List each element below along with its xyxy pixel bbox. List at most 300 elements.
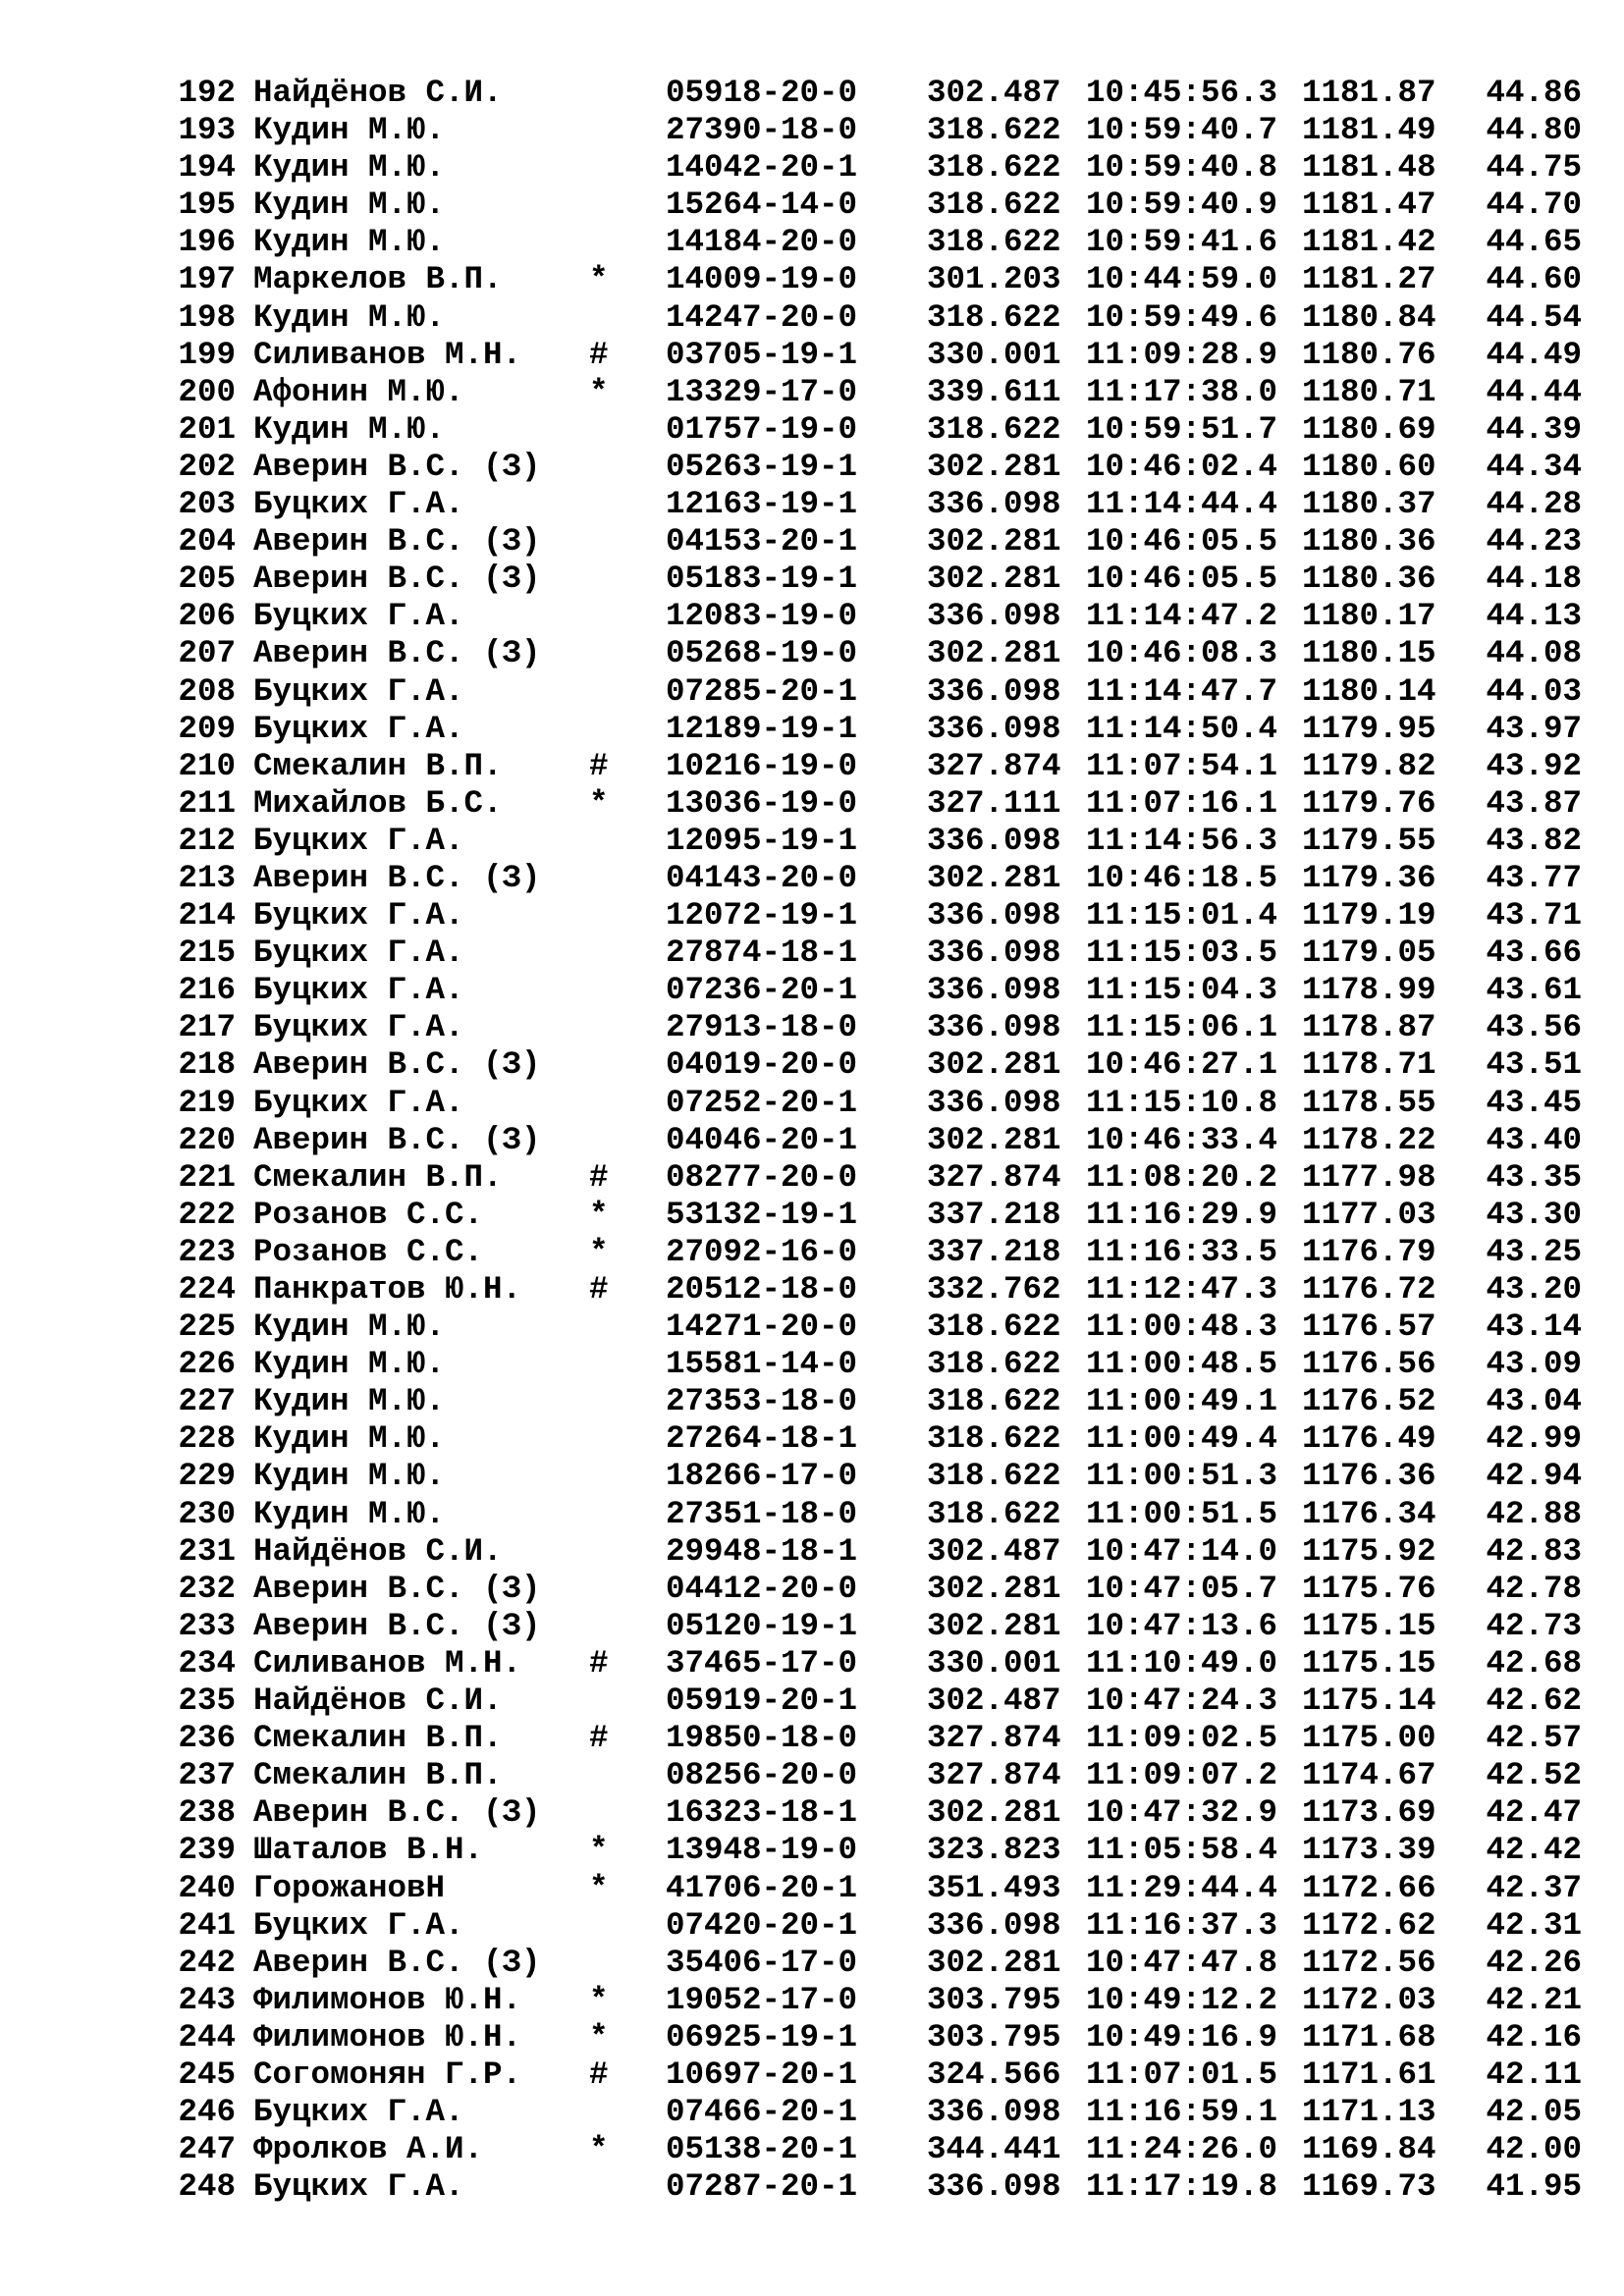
distance-cell: 318.622 — [927, 1383, 1061, 1420]
speed-cell: 1173.39 — [1302, 1832, 1436, 1869]
fancier-name-cell: Буцких Г.А. — [253, 934, 464, 972]
results-table — [173, 75, 1587, 2206]
arrival-time-cell: 11:16:29.9 — [1086, 1196, 1278, 1233]
table-row — [173, 486, 1587, 523]
arrival-time-cell: 11:12:47.3 — [1086, 1271, 1278, 1308]
distance-cell: 324.566 — [927, 2056, 1061, 2093]
speed-cell: 1179.95 — [1302, 710, 1436, 747]
speed-cell: 1176.57 — [1302, 1308, 1436, 1346]
distance-cell: 336.098 — [927, 972, 1061, 1009]
place-cell: 209 — [178, 710, 236, 747]
fancier-name-cell: Буцких Г.А. — [253, 897, 464, 934]
fancier-name-cell: Кудин М.Ю. — [253, 1383, 446, 1420]
club-mark-cell: # — [589, 2056, 609, 2093]
distance-cell: 318.622 — [927, 224, 1061, 261]
distance-cell: 323.823 — [927, 1832, 1061, 1869]
arrival-time-cell: 10:47:14.0 — [1086, 1532, 1278, 1570]
arrival-time-cell: 10:59:49.6 — [1086, 298, 1278, 336]
ring-number-cell: 13036-19-0 — [666, 784, 858, 822]
speed-cell: 1172.56 — [1302, 1944, 1436, 1981]
fancier-name-cell: Аверин В.С. (З) — [253, 635, 541, 672]
place-cell: 241 — [178, 1906, 236, 1944]
table-row — [173, 337, 1587, 374]
score-cell: 42.42 — [1486, 1832, 1582, 1869]
speed-cell: 1176.49 — [1302, 1420, 1436, 1458]
ring-number-cell: 04143-20-0 — [666, 859, 858, 896]
distance-cell: 330.001 — [927, 336, 1061, 373]
distance-cell: 302.281 — [927, 1607, 1061, 1644]
table-row — [173, 561, 1587, 598]
distance-cell: 327.874 — [927, 1757, 1061, 1794]
table-row — [173, 934, 1587, 972]
speed-cell: 1181.48 — [1302, 149, 1436, 187]
table-row — [173, 1496, 1587, 1533]
place-cell: 233 — [178, 1607, 236, 1644]
ring-number-cell: 15581-14-0 — [666, 1346, 858, 1383]
distance-cell: 336.098 — [927, 822, 1061, 859]
arrival-time-cell: 10:47:05.7 — [1086, 1570, 1278, 1607]
ring-number-cell: 10697-20-1 — [666, 2056, 858, 2093]
distance-cell: 344.441 — [927, 2131, 1061, 2168]
fancier-name-cell: Филимонов Ю.Н. — [253, 2018, 522, 2056]
arrival-time-cell: 11:00:48.3 — [1086, 1308, 1278, 1346]
speed-cell: 1180.76 — [1302, 336, 1436, 373]
club-mark-cell: * — [589, 1233, 609, 1270]
speed-cell: 1178.87 — [1302, 1009, 1436, 1046]
arrival-time-cell: 10:59:40.8 — [1086, 149, 1278, 187]
place-cell: 210 — [178, 747, 236, 784]
distance-cell: 302.281 — [927, 1046, 1061, 1084]
distance-cell: 318.622 — [927, 187, 1061, 224]
table-row — [173, 635, 1587, 672]
score-cell: 42.73 — [1486, 1607, 1582, 1644]
arrival-time-cell: 11:09:07.2 — [1086, 1757, 1278, 1794]
club-mark-cell: * — [589, 2018, 609, 2056]
arrival-time-cell: 10:46:18.5 — [1086, 859, 1278, 896]
score-cell: 42.26 — [1486, 1944, 1582, 1981]
score-cell: 43.56 — [1486, 1009, 1582, 1046]
speed-cell: 1172.62 — [1302, 1906, 1436, 1944]
ring-number-cell: 13329-17-0 — [666, 373, 858, 410]
arrival-time-cell: 10:49:16.9 — [1086, 2018, 1278, 2056]
place-cell: 207 — [178, 635, 236, 672]
score-cell: 42.78 — [1486, 1570, 1582, 1607]
ring-number-cell: 20512-18-0 — [666, 1271, 858, 1308]
score-cell: 43.40 — [1486, 1121, 1582, 1158]
distance-cell: 302.281 — [927, 561, 1061, 598]
place-cell: 205 — [178, 561, 236, 598]
arrival-time-cell: 10:59:40.7 — [1086, 112, 1278, 149]
table-row — [173, 1870, 1587, 1907]
distance-cell: 332.762 — [927, 1271, 1061, 1308]
place-cell: 243 — [178, 1981, 236, 2018]
fancier-name-cell: Кудин М.Ю. — [253, 1308, 446, 1346]
speed-cell: 1176.52 — [1302, 1383, 1436, 1420]
club-mark-cell: # — [589, 1644, 609, 1682]
ring-number-cell: 18266-17-0 — [666, 1458, 858, 1495]
score-cell: 42.16 — [1486, 2018, 1582, 2056]
distance-cell: 327.874 — [927, 1158, 1061, 1196]
ring-number-cell: 27913-18-0 — [666, 1009, 858, 1046]
score-cell: 42.31 — [1486, 1906, 1582, 1944]
score-cell: 43.77 — [1486, 859, 1582, 896]
score-cell: 43.51 — [1486, 1046, 1582, 1084]
distance-cell: 336.098 — [927, 897, 1061, 934]
fancier-name-cell: Буцких Г.А. — [253, 598, 464, 635]
distance-cell: 351.493 — [927, 1869, 1061, 1906]
ring-number-cell: 08256-20-0 — [666, 1757, 858, 1794]
place-cell: 213 — [178, 859, 236, 896]
ring-number-cell: 06925-19-1 — [666, 2018, 858, 2056]
place-cell: 215 — [178, 934, 236, 972]
club-mark-cell: * — [589, 261, 609, 298]
fancier-name-cell: Кудин М.Ю. — [253, 187, 446, 224]
arrival-time-cell: 11:17:19.8 — [1086, 2168, 1278, 2206]
place-cell: 196 — [178, 224, 236, 261]
table-row — [173, 1383, 1587, 1420]
distance-cell: 318.622 — [927, 298, 1061, 336]
speed-cell: 1177.98 — [1302, 1158, 1436, 1196]
fancier-name-cell: Аверин В.С. (З) — [253, 523, 541, 561]
speed-cell: 1169.73 — [1302, 2168, 1436, 2206]
place-cell: 236 — [178, 1720, 236, 1757]
club-mark-cell: # — [589, 336, 609, 373]
speed-cell: 1179.82 — [1302, 747, 1436, 784]
arrival-time-cell: 10:47:24.3 — [1086, 1682, 1278, 1720]
ring-number-cell: 08277-20-0 — [666, 1158, 858, 1196]
distance-cell: 318.622 — [927, 1458, 1061, 1495]
place-cell: 199 — [178, 336, 236, 373]
fancier-name-cell: Розанов С.С. — [253, 1233, 484, 1270]
place-cell: 218 — [178, 1046, 236, 1084]
ring-number-cell: 07285-20-1 — [666, 672, 858, 710]
distance-cell: 318.622 — [927, 1495, 1061, 1532]
speed-cell: 1180.15 — [1302, 635, 1436, 672]
ring-number-cell: 12163-19-1 — [666, 486, 858, 523]
distance-cell: 336.098 — [927, 2094, 1061, 2131]
distance-cell: 302.281 — [927, 1570, 1061, 1607]
table-row — [173, 1907, 1587, 1945]
table-row — [173, 1533, 1587, 1571]
place-cell: 216 — [178, 972, 236, 1009]
arrival-time-cell: 11:29:44.4 — [1086, 1869, 1278, 1906]
ring-number-cell: 16323-18-1 — [666, 1794, 858, 1832]
place-cell: 229 — [178, 1458, 236, 1495]
arrival-time-cell: 11:16:59.1 — [1086, 2094, 1278, 2131]
place-cell: 223 — [178, 1233, 236, 1270]
score-cell: 42.83 — [1486, 1532, 1582, 1570]
score-cell: 43.71 — [1486, 897, 1582, 934]
fancier-name-cell: Аверин В.С. (З) — [253, 448, 541, 485]
fancier-name-cell: Фролков А.И. — [253, 2131, 484, 2168]
ring-number-cell: 07466-20-1 — [666, 2094, 858, 2131]
distance-cell: 330.001 — [927, 1644, 1061, 1682]
ring-number-cell: 05918-20-0 — [666, 75, 858, 111]
fancier-name-cell: Кудин М.Ю. — [253, 112, 446, 149]
speed-cell: 1179.36 — [1302, 859, 1436, 896]
table-row — [173, 1794, 1587, 1832]
score-cell: 43.14 — [1486, 1308, 1582, 1346]
fancier-name-cell: Буцких Г.А. — [253, 1906, 464, 1944]
score-cell: 44.39 — [1486, 410, 1582, 448]
arrival-time-cell: 11:15:04.3 — [1086, 972, 1278, 1009]
arrival-time-cell: 11:00:51.3 — [1086, 1458, 1278, 1495]
distance-cell: 302.281 — [927, 635, 1061, 672]
distance-cell: 327.874 — [927, 747, 1061, 784]
distance-cell: 302.487 — [927, 1682, 1061, 1720]
distance-cell: 302.281 — [927, 1944, 1061, 1981]
score-cell: 42.52 — [1486, 1757, 1582, 1794]
ring-number-cell: 27264-18-1 — [666, 1420, 858, 1458]
arrival-time-cell: 11:14:50.4 — [1086, 710, 1278, 747]
fancier-name-cell: Аверин В.С. (З) — [253, 1607, 541, 1644]
score-cell: 44.70 — [1486, 187, 1582, 224]
score-cell: 41.95 — [1486, 2168, 1582, 2206]
ring-number-cell: 29948-18-1 — [666, 1532, 858, 1570]
fancier-name-cell: Шаталов В.Н. — [253, 1832, 484, 1869]
score-cell: 43.87 — [1486, 784, 1582, 822]
club-mark-cell: * — [589, 1869, 609, 1906]
score-cell: 42.99 — [1486, 1420, 1582, 1458]
arrival-time-cell: 11:09:02.5 — [1086, 1720, 1278, 1757]
fancier-name-cell: ГорожановН — [253, 1869, 446, 1906]
place-cell: 197 — [178, 261, 236, 298]
place-cell: 200 — [178, 373, 236, 410]
score-cell: 44.75 — [1486, 149, 1582, 187]
arrival-time-cell: 10:46:02.4 — [1086, 448, 1278, 485]
place-cell: 242 — [178, 1944, 236, 1981]
score-cell: 42.00 — [1486, 2131, 1582, 2168]
distance-cell: 318.622 — [927, 1346, 1061, 1383]
ring-number-cell: 12083-19-0 — [666, 598, 858, 635]
distance-cell: 327.874 — [927, 1720, 1061, 1757]
table-row — [173, 823, 1587, 860]
distance-cell: 303.795 — [927, 2018, 1061, 2056]
distance-cell: 302.281 — [927, 1121, 1061, 1158]
arrival-time-cell: 11:09:28.9 — [1086, 336, 1278, 373]
speed-cell: 1179.55 — [1302, 822, 1436, 859]
speed-cell: 1175.15 — [1302, 1607, 1436, 1644]
distance-cell: 336.098 — [927, 486, 1061, 523]
table-row — [173, 1122, 1587, 1159]
speed-cell: 1171.61 — [1302, 2056, 1436, 2093]
arrival-time-cell: 10:46:05.5 — [1086, 561, 1278, 598]
score-cell: 42.21 — [1486, 1981, 1582, 2018]
fancier-name-cell: Кудин М.Ю. — [253, 298, 446, 336]
arrival-time-cell: 10:47:32.9 — [1086, 1794, 1278, 1832]
ring-number-cell: 01757-19-0 — [666, 410, 858, 448]
arrival-time-cell: 11:24:26.0 — [1086, 2131, 1278, 2168]
ring-number-cell: 12189-19-1 — [666, 710, 858, 747]
ring-number-cell: 37465-17-0 — [666, 1644, 858, 1682]
table-row — [173, 1197, 1587, 1234]
table-row — [173, 1608, 1587, 1645]
ring-number-cell: 27874-18-1 — [666, 934, 858, 972]
arrival-time-cell: 11:16:33.5 — [1086, 1233, 1278, 1270]
score-cell: 43.20 — [1486, 1271, 1582, 1308]
arrival-time-cell: 11:10:49.0 — [1086, 1644, 1278, 1682]
fancier-name-cell: Найдёнов С.И. — [253, 1682, 503, 1720]
arrival-time-cell: 11:15:01.4 — [1086, 897, 1278, 934]
table-row — [173, 972, 1587, 1009]
table-row — [173, 374, 1587, 411]
place-cell: 219 — [178, 1084, 236, 1121]
place-cell: 204 — [178, 523, 236, 561]
fancier-name-cell: Кудин М.Ю. — [253, 149, 446, 187]
distance-cell: 336.098 — [927, 1009, 1061, 1046]
distance-cell: 302.487 — [927, 75, 1061, 111]
ring-number-cell: 04046-20-1 — [666, 1121, 858, 1158]
score-cell: 43.82 — [1486, 822, 1582, 859]
arrival-time-cell: 11:14:44.4 — [1086, 486, 1278, 523]
distance-cell: 336.098 — [927, 598, 1061, 635]
score-cell: 44.80 — [1486, 112, 1582, 149]
table-row — [173, 1009, 1587, 1046]
club-mark-cell: # — [589, 1271, 609, 1308]
score-cell: 43.25 — [1486, 1233, 1582, 1270]
distance-cell: 337.218 — [927, 1233, 1061, 1270]
ring-number-cell: 15264-14-0 — [666, 187, 858, 224]
fancier-name-cell: Буцких Г.А. — [253, 672, 464, 710]
score-cell: 44.23 — [1486, 523, 1582, 561]
distance-cell: 302.281 — [927, 523, 1061, 561]
score-cell: 43.92 — [1486, 747, 1582, 784]
score-cell: 44.60 — [1486, 261, 1582, 298]
ring-number-cell: 10216-19-0 — [666, 747, 858, 784]
score-cell: 43.35 — [1486, 1158, 1582, 1196]
speed-cell: 1176.79 — [1302, 1233, 1436, 1270]
place-cell: 194 — [178, 149, 236, 187]
speed-cell: 1178.55 — [1302, 1084, 1436, 1121]
speed-cell: 1180.36 — [1302, 561, 1436, 598]
fancier-name-cell: Найдёнов С.И. — [253, 75, 503, 111]
table-row — [173, 1720, 1587, 1757]
ring-number-cell: 14009-19-0 — [666, 261, 858, 298]
ring-number-cell: 19850-18-0 — [666, 1720, 858, 1757]
table-row — [173, 1458, 1587, 1495]
distance-cell: 336.098 — [927, 934, 1061, 972]
score-cell: 43.09 — [1486, 1346, 1582, 1383]
table-row — [173, 2168, 1587, 2206]
speed-cell: 1180.71 — [1302, 373, 1436, 410]
fancier-name-cell: Аверин В.С. (З) — [253, 1944, 541, 1981]
speed-cell: 1181.42 — [1302, 224, 1436, 261]
arrival-time-cell: 11:00:48.5 — [1086, 1346, 1278, 1383]
fancier-name-cell: Буцких Г.А. — [253, 972, 464, 1009]
place-cell: 226 — [178, 1346, 236, 1383]
fancier-name-cell: Силиванов М.Н. — [253, 1644, 522, 1682]
table-row — [173, 2056, 1587, 2094]
speed-cell: 1175.92 — [1302, 1532, 1436, 1570]
place-cell: 220 — [178, 1121, 236, 1158]
score-cell: 44.03 — [1486, 672, 1582, 710]
score-cell: 42.05 — [1486, 2094, 1582, 2131]
speed-cell: 1181.27 — [1302, 261, 1436, 298]
speed-cell: 1179.05 — [1302, 934, 1436, 972]
ring-number-cell: 05268-19-0 — [666, 635, 858, 672]
speed-cell: 1175.76 — [1302, 1570, 1436, 1607]
place-cell: 214 — [178, 897, 236, 934]
table-row — [173, 187, 1587, 224]
ring-number-cell: 19052-17-0 — [666, 1981, 858, 2018]
fancier-name-cell: Аверин В.С. (З) — [253, 1121, 541, 1158]
ring-number-cell: 07252-20-1 — [666, 1084, 858, 1121]
speed-cell: 1178.22 — [1302, 1121, 1436, 1158]
speed-cell: 1179.19 — [1302, 897, 1436, 934]
ring-number-cell: 12095-19-1 — [666, 822, 858, 859]
speed-cell: 1178.71 — [1302, 1046, 1436, 1084]
distance-cell: 318.622 — [927, 112, 1061, 149]
distance-cell: 301.203 — [927, 261, 1061, 298]
place-cell: 234 — [178, 1644, 236, 1682]
place-cell: 202 — [178, 448, 236, 485]
speed-cell: 1175.00 — [1302, 1720, 1436, 1757]
score-cell: 44.28 — [1486, 486, 1582, 523]
score-cell: 43.30 — [1486, 1196, 1582, 1233]
arrival-time-cell: 11:07:01.5 — [1086, 2056, 1278, 2093]
fancier-name-cell: Найдёнов С.И. — [253, 1532, 503, 1570]
place-cell: 206 — [178, 598, 236, 635]
place-cell: 221 — [178, 1158, 236, 1196]
place-cell: 232 — [178, 1570, 236, 1607]
arrival-time-cell: 10:49:12.2 — [1086, 1981, 1278, 2018]
arrival-time-cell: 11:14:56.3 — [1086, 822, 1278, 859]
speed-cell: 1181.47 — [1302, 187, 1436, 224]
arrival-time-cell: 11:08:20.2 — [1086, 1158, 1278, 1196]
place-cell: 240 — [178, 1869, 236, 1906]
score-cell: 42.94 — [1486, 1458, 1582, 1495]
speed-cell: 1181.49 — [1302, 112, 1436, 149]
fancier-name-cell: Буцких Г.А. — [253, 1009, 464, 1046]
speed-cell: 1177.03 — [1302, 1196, 1436, 1233]
fancier-name-cell: Буцких Г.А. — [253, 2094, 464, 2131]
score-cell: 44.86 — [1486, 75, 1582, 111]
distance-cell: 302.487 — [927, 1532, 1061, 1570]
place-cell: 235 — [178, 1682, 236, 1720]
distance-cell: 336.098 — [927, 710, 1061, 747]
arrival-time-cell: 11:16:37.3 — [1086, 1906, 1278, 1944]
distance-cell: 318.622 — [927, 410, 1061, 448]
fancier-name-cell: Афонин М.Ю. — [253, 373, 464, 410]
ring-number-cell: 05263-19-1 — [666, 448, 858, 485]
table-row — [173, 449, 1587, 486]
speed-cell: 1176.34 — [1302, 1495, 1436, 1532]
table-row — [173, 1832, 1587, 1869]
table-row — [173, 897, 1587, 934]
score-cell: 44.08 — [1486, 635, 1582, 672]
distance-cell: 327.111 — [927, 784, 1061, 822]
speed-cell: 1169.84 — [1302, 2131, 1436, 2168]
score-cell: 44.34 — [1486, 448, 1582, 485]
place-cell: 228 — [178, 1420, 236, 1458]
speed-cell: 1176.72 — [1302, 1271, 1436, 1308]
ring-number-cell: 35406-17-0 — [666, 1944, 858, 1981]
table-row — [173, 1571, 1587, 1608]
table-row — [173, 149, 1587, 187]
club-mark-cell: # — [589, 1720, 609, 1757]
arrival-time-cell: 11:14:47.2 — [1086, 598, 1278, 635]
distance-cell: 337.218 — [927, 1196, 1061, 1233]
speed-cell: 1180.37 — [1302, 486, 1436, 523]
table-row — [173, 1420, 1587, 1458]
arrival-time-cell: 11:00:49.4 — [1086, 1420, 1278, 1458]
club-mark-cell: * — [589, 1832, 609, 1869]
club-mark-cell: * — [589, 1196, 609, 1233]
fancier-name-cell: Кудин М.Ю. — [253, 224, 446, 261]
speed-cell: 1181.87 — [1302, 75, 1436, 111]
arrival-time-cell: 11:15:06.1 — [1086, 1009, 1278, 1046]
speed-cell: 1178.99 — [1302, 972, 1436, 1009]
